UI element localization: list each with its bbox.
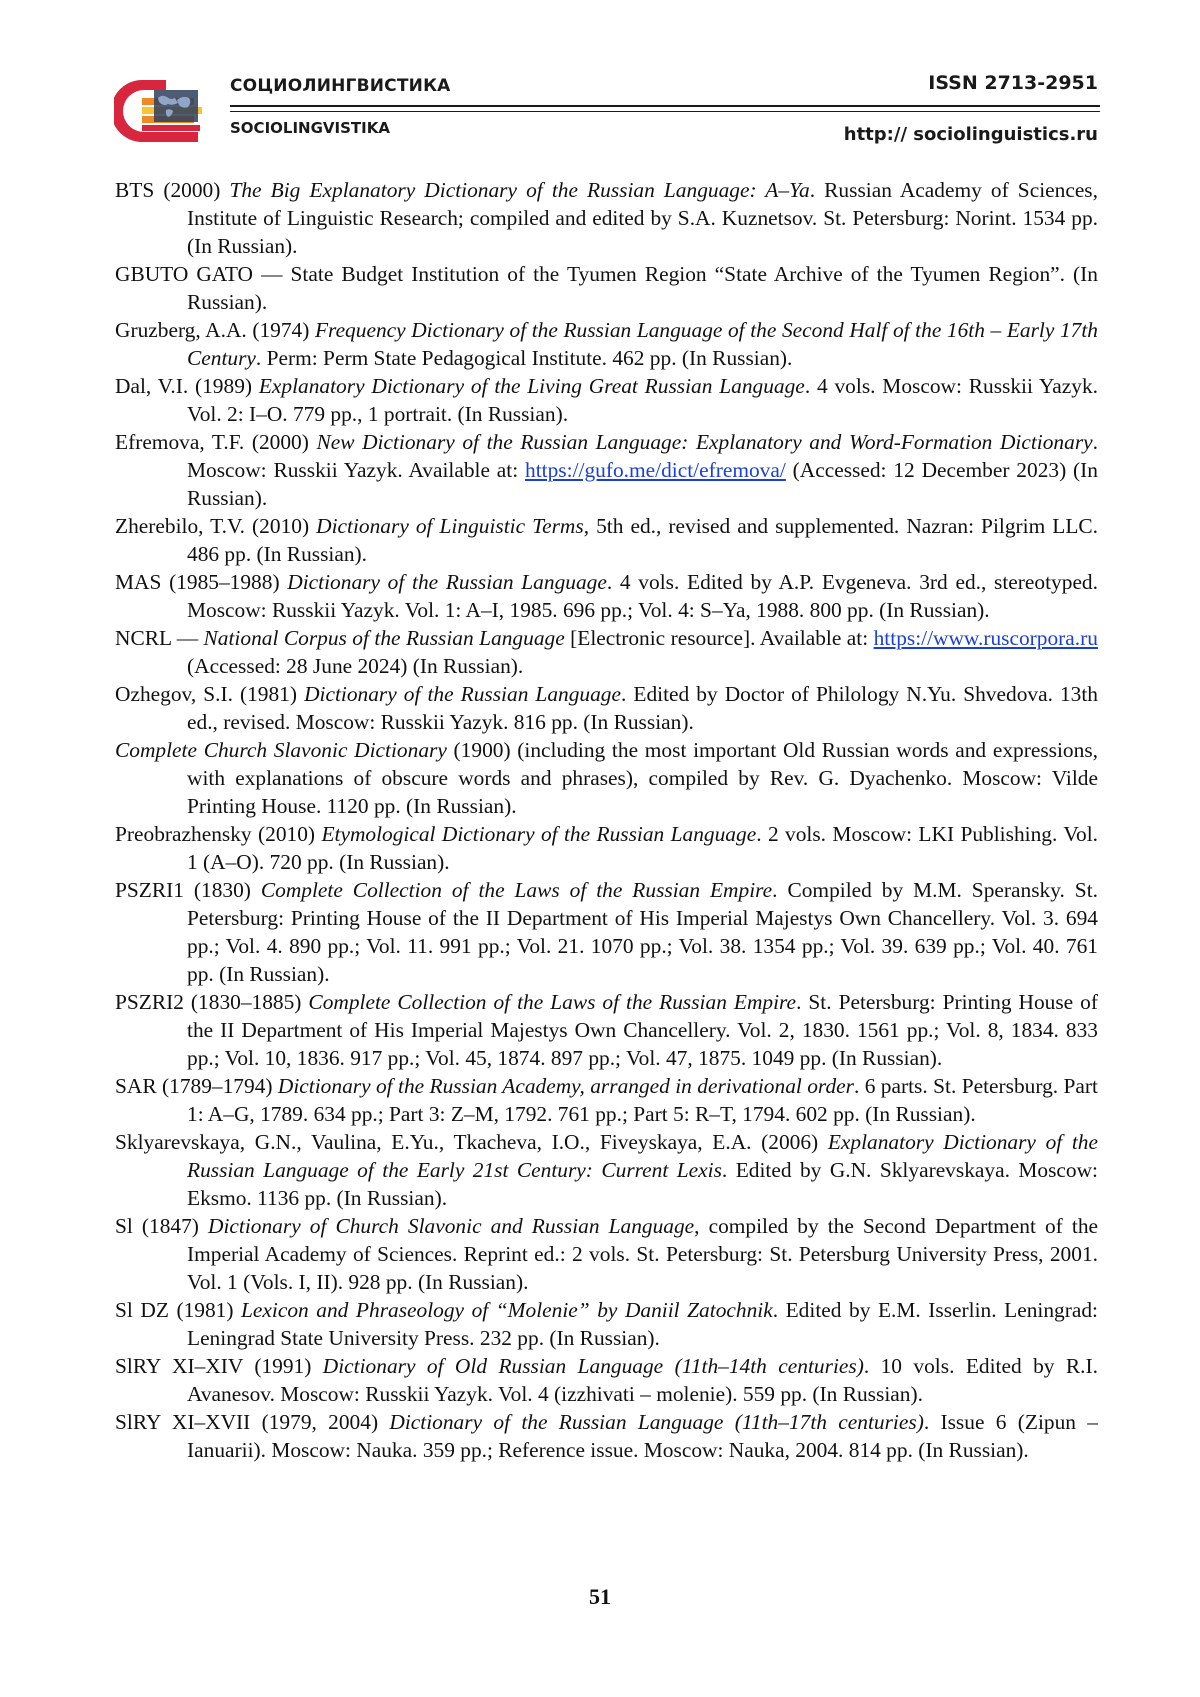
reference-item: Ozhegov, S.I. (1981) Dictionary of the Russian Language. Edited by Doctor of Philology N.Yu. Shvedova. 13th ed., revised. Moscow: Russkii Yazyk. 816 pp. (In Russian). — [115, 682, 1098, 734]
journal-name-en: SOCIOLINGVISTIKA — [230, 119, 390, 137]
reference-link[interactable]: https://www.ruscorpora.ru — [873, 626, 1098, 650]
reference-item: SlRY XI–XVII (1979, 2004) Dictionary of the Russian Language (11th–17th centuries). Issue 6 (Zipun – Ianuarii). Moscow: Nauka. 359 pp.; Reference issue. Moscow: Nauka, 2004. 814 pp. (In Russian). — [115, 1410, 1098, 1462]
journal-name-ru: СОЦИОЛИНГВИСТИКА — [230, 76, 451, 96]
reference-item: Sl DZ (1981) Lexicon and Phraseology of “Molenie” by Daniil Zatochnik. Edited by E.M. Isserlin. Leningrad: Leningrad State University Press. 232 pp. (In Russian). — [115, 1298, 1098, 1350]
reference-item: MAS (1985–1988) Dictionary of the Russian Language. 4 vols. Edited by A.P. Evgeneva. 3rd ed., stereotyped. Moscow: Russkii Yazyk. Vol. 1: A–I, 1985. 696 pp.; Vol. 4: S–Ya, 1988. 800 pp. (In Russian). — [115, 570, 1098, 622]
reference-item: Zherebilo, T.V. (2010) Dictionary of Linguistic Terms, 5th ed., revised and supplemented. Nazran: Pilgrim LLC. 486 pp. (In Russian). — [115, 514, 1099, 566]
reference-item: GBUTO GATO — State Budget Institution of the Tyumen Region “State Archive of the Tyumen Region”. (In Russian). — [115, 262, 1098, 314]
reference-item: Gruzberg, A.A. (1974) Frequency Dictionary of the Russian Language of the Second Half of the 16th – Early 17th Century. Perm: Perm State Pedagogical Institute. 462 pp. (In Russian). — [115, 318, 1098, 370]
reference-link[interactable]: https://gufo.me/dict/efremova/ — [525, 458, 786, 482]
issn: ISSN 2713-2951 — [928, 72, 1098, 94]
reference-list — [115, 176, 1098, 1464]
reference-item: Preobrazhensky (2010) Etymological Dictionary of the Russian Language. 2 vols. Moscow: LKI Publishing. Vol. 1 (A–O). 720 pp. (In Russian). — [115, 822, 1099, 874]
logo-icon — [114, 76, 212, 146]
header-rule-thin — [230, 111, 1100, 112]
reference-item: SAR (1789–1794) Dictionary of the Russian Academy, arranged in derivational order. 6 parts. St. Petersburg. Part 1: A–G, 1789. 634 pp.; Part 3: Z–M, 1792. 761 pp.; Part 5: R–T, 1794. 602 pp. (In Russian). — [115, 1074, 1098, 1126]
reference-item: Sl (1847) Dictionary of Church Slavonic and Russian Language, compiled by the Second Department of the Imperial Academy of Sciences. Reprint ed.: 2 vols. St. Petersburg: St. Petersburg University Press, 2001. Vol. 1 (Vols. I, II). 928 pp. (In Russian). — [115, 1214, 1099, 1294]
reference-item: PSZRI1 (1830) Complete Collection of the Laws of the Russian Empire. Compiled by M.M. Speransky. St. Petersburg: Printing House of the II Department of His Imperial Majestys Own Chancellery. Vol. 3. 694 pp.; Vol. 4. 890 pp.; Vol. 11. 991 pp.; Vol. 21. 1070 pp.; Vol. 38. 1354 pp.; Vol. 39. 639 pp.; Vol. 40. 761 pp. (In Russian). — [115, 878, 1098, 986]
reference-item: PSZRI2 (1830–1885) Complete Collection of the Laws of the Russian Empire. St. Petersburg: Printing House of the II Department of His Imperial Majestys Own Chancellery. Vol. 2, 1830. 1561 pp.; Vol. 8, 1834. 833 pp.; Vol. 10, 1836. 917 pp.; Vol. 45, 1874. 897 pp.; Vol. 47, 1875. 1049 pp. (In Russian). — [115, 990, 1098, 1070]
journal-logo — [114, 76, 212, 146]
page-number: 51 — [589, 1584, 611, 1609]
reference-item: Dal, V.I. (1989) Explanatory Dictionary of the Living Great Russian Language. 4 vols. Moscow: Russkii Yazyk. Vol. 2: I–O. 779 pp., 1 portrait. (In Russian). — [115, 374, 1098, 426]
reference-item: NCRL — National Corpus of the Russian Language [Electronic resource]. Available at: https://www.ruscorpora.ru (Accessed: 28 June 2024) (In Russian). — [115, 626, 1098, 678]
reference-item: SlRY XI–XIV (1991) Dictionary of Old Russian Language (11th–14th centuries). 10 vols. Edited by R.I. Avanesov. Moscow: Russkii Yazyk. Vol. 4 (izzhivati – molenie). 559 pp. (In Russian). — [115, 1354, 1098, 1406]
reference-item: BTS (2000) The Big Explanatory Dictionary of the Russian Language: A–Ya. Russian Academy of Sciences, Institute of Linguistic Research; compiled and edited by S.A. Kuznetsov. St. Petersburg: Norint. 1534 pp. (In Russian). — [115, 178, 1098, 258]
journal-url[interactable]: http:// sociolinguistics.ru — [843, 124, 1098, 145]
reference-item: Complete Church Slavonic Dictionary (1900) (including the most important Old Russian words and expressions, with explanations of obscure words and phrases), compiled by Rev. G. Dyachenko. Moscow: Vilde Printing House. 1120 pp. (In Russian). — [115, 738, 1098, 818]
reference-item: Efremova, T.F. (2000) New Dictionary of the Russian Language: Explanatory and Word-Formation Dictionary. Moscow: Russkii Yazyk. Available at: https://gufo.me/dict/efremova/ (Accessed: 12 December 2023) (In Russian). — [115, 430, 1098, 510]
header-rule-thick — [230, 105, 1100, 107]
reference-item: Sklyarevskaya, G.N., Vaulina, E.Yu., Tkacheva, I.O., Fiveyskaya, E.A. (2006) Explanatory Dictionary of the Russian Language of the Early 21st Century: Current Lexis. Edited by G.N. Sklyarevskaya. Moscow: Eksmo. 1136 pp. (In Russian). — [115, 1130, 1099, 1210]
